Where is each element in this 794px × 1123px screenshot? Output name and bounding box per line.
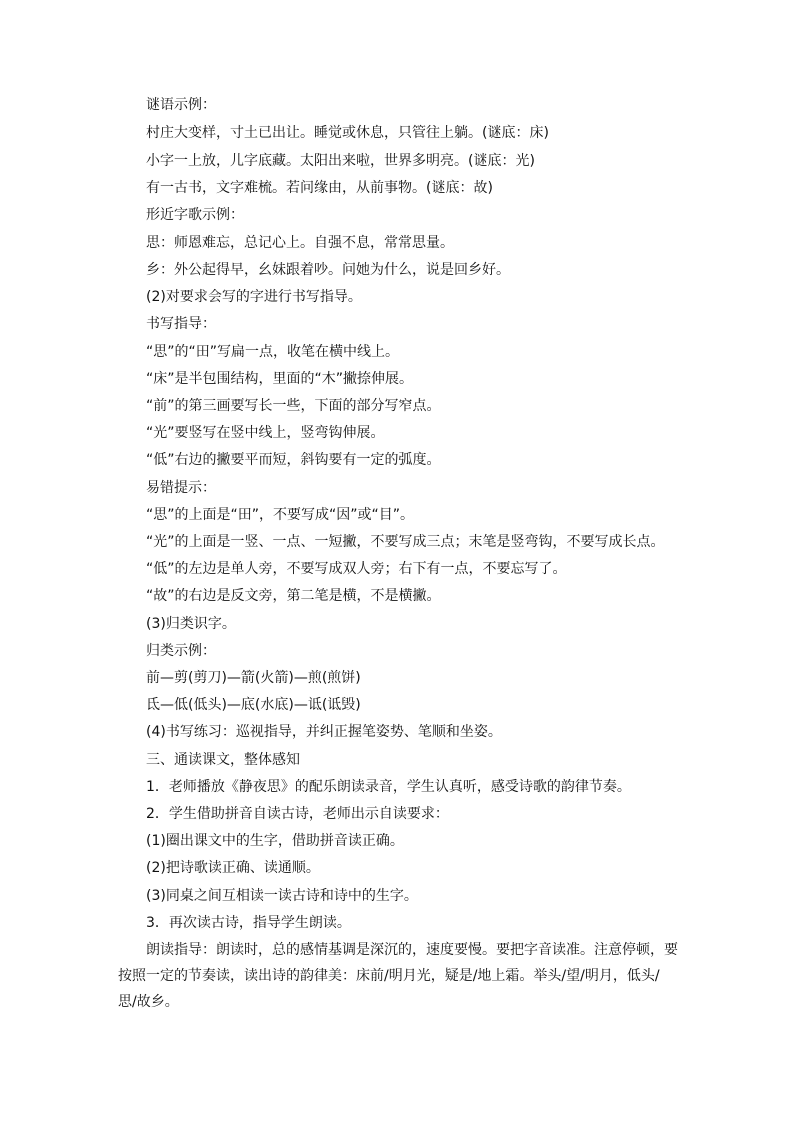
riddle-examples-heading: 谜语示例： xyxy=(146,97,216,113)
riddle-old: 有一古书，文字难梳。若问缘由，从前事物。(谜底：故) xyxy=(146,180,493,196)
guide-guang: “光”要竖写在竖中线上，竖弯钩伸展。 xyxy=(146,425,385,441)
tip-si: “思”的上面是“田”，不要写成“因”或“目”。 xyxy=(146,507,415,523)
riddle-bed: 村庄大变样，寸土已出让。睡觉或休息，只管往上躺。(谜底：床) xyxy=(146,125,549,141)
step-3: 3．再次读古诗，指导学生朗读。 xyxy=(146,915,351,931)
step-2-req-2: (2)把诗歌读正确、读通顺。 xyxy=(146,860,320,876)
step-2-req-1: (1)圈出课文中的生字，借助拼音读正确。 xyxy=(146,833,404,849)
tip-guang: “光”的上面是一竖、一点、一短撇，不要写成三点；末笔是竖弯钩，不要写成长点。 xyxy=(146,534,665,550)
step-1: 1．老师播放《静夜思》的配乐朗读录音，学生认真听，感受诗歌的韵律节奏。 xyxy=(146,779,631,795)
group-examples-heading: 归类示例： xyxy=(146,643,216,659)
similar-char-song-heading: 形近字歌示例： xyxy=(146,207,244,223)
tip-di: “低”的左边是单人旁，不要写成双人旁；右下有一点，不要忘写了。 xyxy=(146,561,567,577)
writing-guidance-heading: 书写指导： xyxy=(146,316,216,332)
song-xiang: 乡：外公起得早，幺妹跟着吵。问她为什么，说是回乡好。 xyxy=(146,262,510,278)
guide-di: “低”右边的撇要平而短，斜钩要有一定的弧度。 xyxy=(146,452,441,468)
guide-chuang: “床”是半包围结构，里面的“木”撇捺伸展。 xyxy=(146,371,414,387)
group-literacy: (3)归类识字。 xyxy=(146,616,236,632)
song-si: 思：师恩难忘，总记心上。自强不息，常常思量。 xyxy=(146,235,454,251)
group-example-qian: 前—剪(剪刀)—箭(火箭)—煎(煎饼) xyxy=(146,670,361,686)
step-2-req-3: (3)同桌之间互相读一读古诗和诗中的生字。 xyxy=(146,888,418,904)
writing-practice: (4)书写练习：巡视指导，并纠正握笔姿势、笔顺和坐姿。 xyxy=(146,724,502,740)
riddle-light: 小字一上放，儿字底藏。太阳出来啦，世界多明亮。(谜底：光) xyxy=(146,153,535,169)
guide-qian: “前”的第三画要写长一些，下面的部分写窄点。 xyxy=(146,398,441,414)
group-example-di: 氐—低(低头)—底(水底)—诋(诋毁) xyxy=(146,697,361,713)
error-tips-heading: 易错提示： xyxy=(146,480,216,496)
reading-guide-paragraph: 朗读指导：朗读时，总的感情基调是深沉的，速度要慢。要把字音读准。注意停顿，要按照一定的节奏读，读出诗的韵律美：床前/明月光，疑是/地上霜。举头/望/明月，低头/思/故乡。 xyxy=(118,942,678,1010)
guide-si: “思”的“田”写扁一点，收笔在横中线上。 xyxy=(146,344,400,360)
tip-gu: “故”的右边是反文旁，第二笔是横，不是横撇。 xyxy=(146,588,441,604)
step-2: 2．学生借助拼音自读古诗，老师出示自读要求： xyxy=(146,806,449,822)
section-three-heading: 三、通读课文，整体感知 xyxy=(146,752,300,768)
writing-guidance-intro: (2)对要求会写的字进行书写指导。 xyxy=(146,289,362,305)
